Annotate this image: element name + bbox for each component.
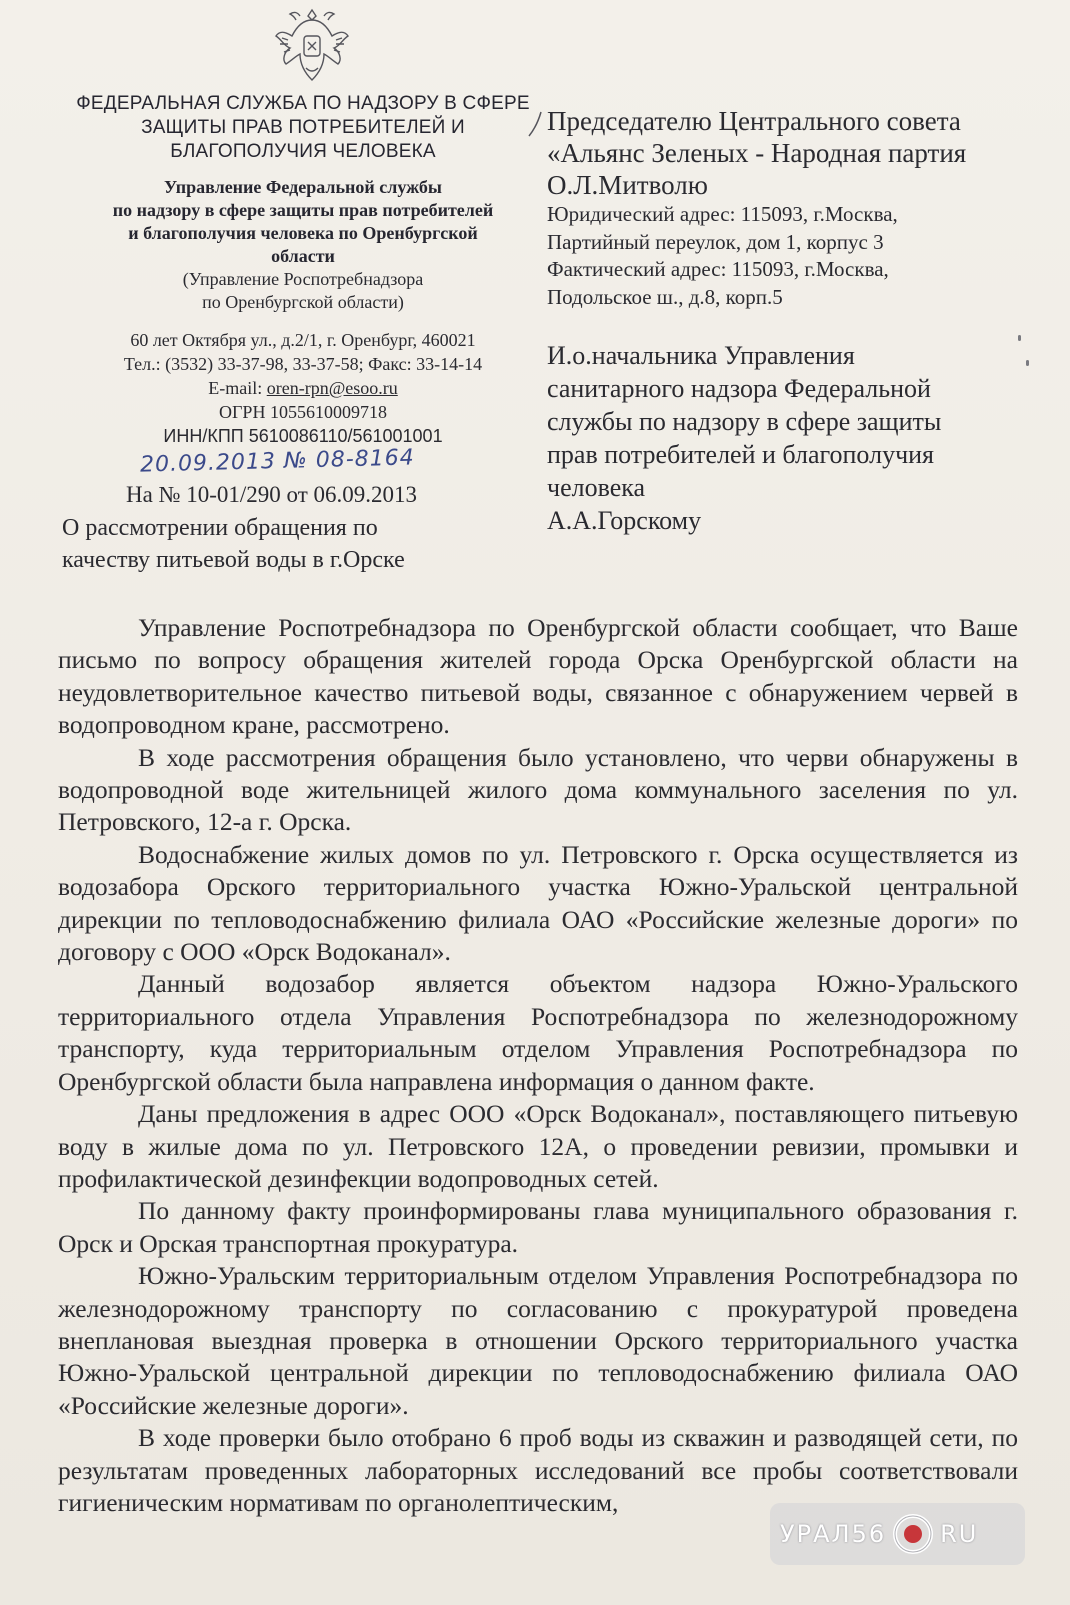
email-line [58,376,548,400]
recipient-address-line: Фактический адрес: 115093, г.Москва, [547,257,889,281]
handwritten-date-number: 20.09.2013 № 08-8164 [139,445,416,478]
department-short-line: (Управление Роспотребнадзора [182,269,424,289]
body-paragraph: Даны предложения в адрес ООО «Орск Водоканал», поставляющего питьевую воду в жилые дома по ул. Петровского 12А, о проведении ревизии, промывки и профилактической дезинфекции водопроводных сетей. [58,1099,1018,1193]
recipient-2 [547,339,1017,537]
recipient-line: И.о.начальника Управления [547,341,855,370]
body-paragraph: В ходе проверки было отобрано 6 проб воды из скважин и разводящей сети, по результатам проведенных лабораторных исследований все пробы соответствовали гигиеническим нормативам по органолептическим, [58,1423,1018,1517]
recipient-line: О.Л.Митволю [547,170,708,200]
department-line: Управление Федеральной службы [164,177,442,197]
site-watermark [770,1503,1025,1565]
recipient-line: Председателю Центрального совета [547,106,961,136]
sender-inn-kpp: ИНН/КПП 5610086110/561001001 [163,426,443,446]
department-short-line: по Оренбургской области) [202,292,404,312]
body-paragraph: В ходе рассмотрения обращения было установлено, что черви обнаружены в водопроводной воде жительницей жилого дома коммунального заселения по ул. Петровского, 12-а г. Орска. [58,742,1018,837]
sender-phone: Тел.: (3532) 33-37-98, 33-37-58; Факс: 33-14-14 [123,354,483,374]
letter-subject [62,512,502,576]
recipient-address-line: Юридический адрес: 115093, г.Москва, [547,202,898,226]
email-label: E-mail: [208,378,267,398]
watermark-right-text: RU [940,1520,979,1548]
recipient-line: А.А.Горскому [547,506,702,535]
department-line: по надзору в сфере защиты прав потребителей [112,200,494,220]
department-short-name [58,268,548,314]
department-line: и благополучия человека по Оренбургской [128,223,478,243]
coat-of-arms-icon [272,6,352,84]
contacts [58,328,548,448]
corner-bracket-icon [525,110,545,140]
subject-line: О рассмотрении обращения по [62,515,378,541]
body-paragraph: По данному факту проинформированы глава муниципального образования г. Орск и Орская транспортная прокуратура. [58,1196,1018,1258]
email-link[interactable]: oren-rpn@esoo.ru [266,378,398,398]
recipient-address-line: Подольское ш., д.8, корп.5 [547,284,783,309]
letter-body [58,612,1018,1519]
sender-ogrn: ОГРН 1055610009718 [219,402,387,422]
agency-line: БЛАГОПОЛУЧИЯ ЧЕЛОВЕКА [170,141,436,162]
sender-address: 60 лет Октября ул., д.2/1, г. Оренбург, 460021 [130,330,476,350]
reference-number: На № 10-01/290 от 06.09.2013 [126,482,418,507]
body-paragraph: Управление Роспотребнадзора по Оренбургской области сообщает, что Ваше письмо по вопросу обращения жителей города Орска Оренбургской области на неудовлетворительное качество питьевой воды, связанное с обнаружением червей в водопроводном кране, рассмотрено. [58,613,1018,740]
scan-speck [1018,335,1021,341]
recipient-line: санитарного надзора Федеральной [547,374,931,403]
watermark-left-text: УРАЛ56 [780,1520,887,1548]
agency-name [58,92,548,164]
recipient-line: прав потребителей и благополучия [547,440,935,469]
subject-line: качеству питьевой воды в г.Орске [62,547,405,573]
department-line: области [271,246,335,266]
agency-line: ФЕДЕРАЛЬНАЯ СЛУЖБА ПО НАДЗОРУ В СФЕРЕ [76,93,530,114]
sender-block [58,92,548,448]
department-name [58,176,548,268]
recipient-address-line: Партийный переулок, дом 1, корпус 3 [547,229,884,254]
recipient-line: «Альянс Зеленых - Народная партия [547,138,967,168]
recipient-1 [547,105,1017,311]
recipient-line: службы по надзору в сфере защиты [547,407,942,436]
body-paragraph: Южно-Уральским территориальным отделом Управления Роспотребнадзора по железнодорожному транспорту по согласованию с прокуратурой проведена внеплановая выездная проверка в отношении Орского территориального участка Южно-Уральской центральной дирекции по тепловодоснабжению филиала ОАО «Российские железные дороги». [58,1261,1018,1420]
agency-line: ЗАЩИТЫ ПРАВ ПОТРЕБИТЕЛЕЙ И [141,117,465,138]
body-paragraph: Водоснабжение жилых домов по ул. Петровского г. Орска осуществляется из водозабора Орского территориального участка Южно-Уральской центральной дирекции по тепловодоснабжению филиала ОАО «Российские железные дороги» по договору с ООО «Орск Водоканал». [58,839,1018,967]
recipient-line: человека [547,473,646,502]
scan-speck [1026,360,1029,366]
recipients-block [547,105,1017,537]
body-paragraph: Данный водозабор является объектом надзора Южно-Уральского территориального отдела Управления Роспотребнадзора по железнодорожному транспорту, куда территориальным отделом Управления Роспотребнадзора по Оренбургской области была направлена информация о данном факте. [58,969,1018,1096]
orenburg-map-pin-icon [892,1513,934,1555]
